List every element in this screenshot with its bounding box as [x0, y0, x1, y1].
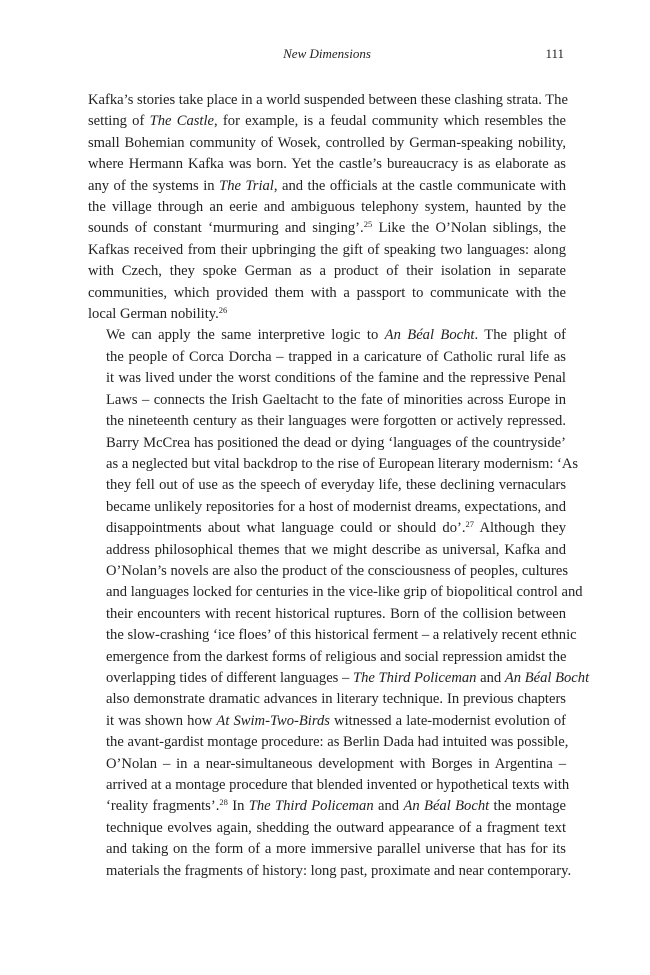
text-run: sounds of constant ‘murmuring and singing’. [88, 220, 364, 237]
text-line [88, 325, 566, 346]
text-run: Like the O’Nolan siblings, the [372, 220, 566, 237]
text-line [88, 689, 566, 710]
text-run: any of the systems in [88, 177, 220, 194]
text-run: O’Nolan’s novels are also the product of the consciousness of peoples, cultures [106, 562, 569, 579]
text-line [88, 176, 566, 197]
text-run: , and the officials at the castle communicate with [273, 177, 566, 194]
book-title-at-swim-two-birds: At Swim-Two-Birds [216, 712, 330, 729]
footnote-marker-27[interactable]: 27 [465, 519, 475, 530]
text-line [88, 839, 566, 860]
text-line [88, 111, 566, 132]
text-run: the people of Corca Dorcha – trapped in a caricature of Catholic rural life as [106, 348, 566, 365]
page-number: 111 [545, 46, 564, 61]
text-line [88, 433, 566, 454]
text-run: also demonstrate dramatic advances in literary technique. In previous chapters [106, 691, 566, 708]
text-run: they fell out of use as the speech of everyday life, these declining vernaculars [106, 477, 566, 494]
text-run: Kafka’s stories take place in a world suspended between these clashing strata. The [88, 92, 568, 108]
text-run: Barry McCrea has positioned the dead or dying ‘languages of the countryside’ [106, 434, 566, 451]
text-line [88, 240, 566, 261]
text-run: local German nobility. [88, 306, 219, 323]
text-run: We can apply the same interpretive logic to [106, 327, 385, 344]
text-line [88, 197, 566, 218]
text-run: Although they [474, 520, 566, 537]
text-line [88, 411, 566, 432]
text-run: and taking on the form of a more immersive parallel universe that has for its [106, 841, 566, 858]
text-line [88, 775, 570, 796]
text-line [88, 90, 566, 111]
text-line [88, 861, 572, 882]
text-run: and languages locked for centuries in the vice-like grip of biopolitical control and [106, 584, 583, 601]
text-run: technique evolves again, shedding the outward appearance of a fragment text [106, 819, 566, 836]
text-run: . The plight of [474, 327, 567, 344]
text-run: emergence from the darkest forms of religious and social repression amidst the [106, 648, 567, 665]
text-line [88, 304, 566, 325]
footnote-marker-25[interactable]: 25 [363, 219, 373, 230]
footnote-marker-26[interactable]: 26 [218, 305, 228, 316]
text-run: , for example, is a feudal community which resembles the [214, 113, 566, 130]
book-title-the-trial: The Trial [219, 177, 274, 194]
text-line [88, 283, 566, 304]
text-run: Laws – connects the Irish Gaeltacht to the fate of minorities across Europe in [106, 391, 566, 408]
text-run: O’Nolan – in a near-simultaneous development with Borges in Argentina – [106, 755, 566, 772]
text-line [88, 261, 566, 282]
text-line [88, 154, 566, 175]
text-run: became unlikely repositories for a host of modernist dreams, expectations, and [106, 498, 566, 515]
footnote-marker-28[interactable]: 28 [219, 797, 228, 808]
body-text [88, 90, 590, 882]
text-run: Kafkas received from their upbringing the gift of speaking two languages: along [88, 241, 566, 258]
running-title: New Dimensions [283, 46, 371, 61]
book-title-an-beal-bocht: An Béal Bocht [384, 327, 475, 344]
text-run: In [227, 798, 249, 815]
text-line [88, 368, 566, 389]
text-run: the montage [489, 798, 566, 815]
text-run: disappointments about what language could or should do’. [106, 520, 466, 537]
book-title-an-beal-bocht: An Béal Bocht [504, 669, 590, 686]
text-run: ‘reality fragments’. [106, 798, 220, 815]
text-run: small Bohemian community of Wosek, controlled by German-speaking nobility, [88, 134, 566, 151]
text-line [88, 518, 566, 539]
text-run: the slow-crashing ‘ice floes’ of this historical ferment – a relatively recent ethnic [106, 627, 577, 644]
text-run: arrived at a montage procedure that blended invented or hypothetical texts with [106, 777, 570, 793]
text-line [88, 540, 566, 561]
text-line [88, 347, 566, 368]
text-run: communities, which provided them with a passport to communicate with the [88, 284, 566, 301]
text-line [88, 561, 569, 582]
text-run: with Czech, they spoke German as a product of their isolation in separate [88, 263, 566, 280]
text-run: setting of [88, 113, 150, 130]
text-run: where Hermann Kafka was born. Yet the castle’s bureaucracy is as elaborate as [88, 156, 566, 173]
text-line [88, 625, 577, 646]
book-title-an-beal-bocht: An Béal Bocht [403, 798, 490, 815]
text-run: and [476, 669, 505, 686]
text-run: it was shown how [106, 712, 217, 729]
text-line [88, 475, 566, 496]
text-run: witnessed a late-modernist evolution of [329, 712, 566, 729]
text-line [88, 497, 566, 518]
book-title-the-castle: The Castle [149, 113, 215, 130]
paragraph [88, 90, 566, 325]
text-line [88, 390, 566, 411]
text-run: the village through an eerie and ambiguous telephony system, haunted by the [88, 199, 566, 216]
book-title-the-third-policeman: The Third Policeman [248, 798, 374, 815]
text-line [88, 218, 566, 239]
paragraph [88, 325, 590, 882]
text-line [88, 647, 566, 668]
text-run: materials the fragments of history: long past, proximate and near contemporary. [106, 862, 572, 879]
text-run: and [373, 798, 404, 815]
text-line [88, 711, 566, 732]
text-run: overlapping tides of different languages – [106, 669, 353, 686]
text-line [88, 796, 566, 817]
text-run: as a neglected but vital backdrop to the rise of European literary modernism: ‘As [106, 455, 579, 472]
book-title-the-third-policeman: The Third Policeman [352, 669, 477, 686]
text-run: it was lived under the worst conditions of the famine and the repressive Penal [106, 370, 566, 387]
text-line [88, 732, 569, 753]
text-line [88, 604, 566, 625]
text-line [88, 582, 583, 603]
text-line [88, 754, 566, 775]
text-run: address philosophical themes that we might describe as universal, Kafka and [106, 541, 566, 558]
text-run: their encounters with recent historical ruptures. Born of the collision between [106, 605, 566, 622]
text-line [88, 818, 566, 839]
text-line [88, 668, 590, 689]
text-line [88, 133, 566, 154]
text-line [88, 454, 579, 475]
text-run: the nineteenth century as their languages were forgotten or actively repressed. [106, 413, 566, 430]
page-header [88, 46, 566, 66]
text-run: the avant-gardist montage procedure: as Berlin Dada had intuited was possible, [106, 734, 569, 751]
